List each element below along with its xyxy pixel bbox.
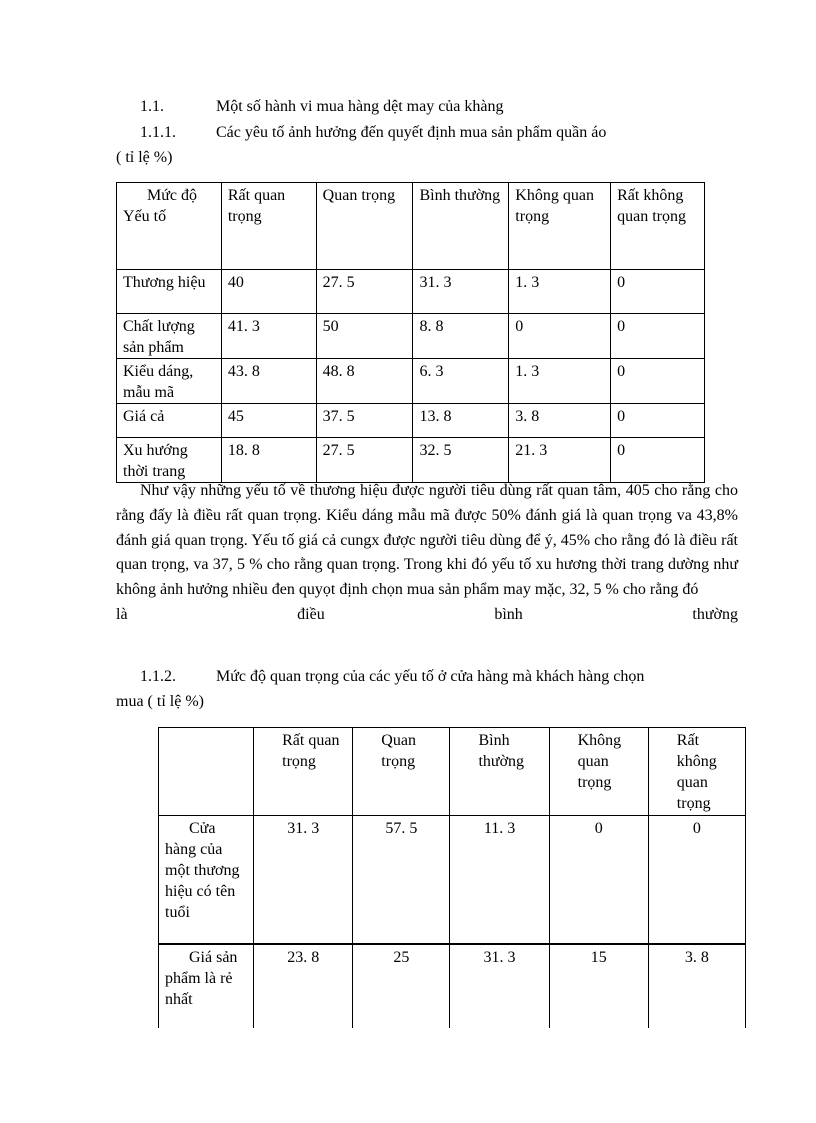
table-cell: 3. 8 <box>509 404 611 438</box>
column-header-text: Rất quan trọng <box>282 732 340 770</box>
table1-unit: ( tỉ lệ %) <box>116 149 173 166</box>
table-cell: 41. 3 <box>221 314 316 359</box>
column-header-text: Quan trọng <box>381 732 416 770</box>
table-row <box>159 816 746 944</box>
last-word: là <box>116 605 128 623</box>
column-header: Bình thường <box>413 183 509 270</box>
analysis-paragraph <box>116 479 738 628</box>
table-cell: 13. 8 <box>413 404 509 438</box>
section-1-1-title: Một số hành vi mua hàng dệt may của khàng <box>216 98 504 115</box>
column-header-text: Rất không quan trọng <box>676 732 717 812</box>
section-1-1-1-number: 1.1.1. <box>140 124 176 141</box>
table-cell: 25 <box>353 944 450 1028</box>
table-cell: 1. 3 <box>509 359 611 404</box>
table-cell: 0 <box>648 816 745 944</box>
table-cell: 18. 8 <box>221 438 316 483</box>
section-1-1-2-title-cont: mua ( tỉ lệ %) <box>116 693 204 710</box>
corner-bottom-label: Yếu tố <box>123 208 167 225</box>
table-row <box>117 270 705 314</box>
table-cell: 0 <box>549 816 648 944</box>
column-header <box>353 728 450 816</box>
section-1-1-1-title: Các yêu tố ảnh hưởng đến quyết định mua sản phẩm quần áo <box>216 124 607 141</box>
column-header-text: Bình thường <box>478 732 525 770</box>
table-cell: 31. 3 <box>450 944 549 1028</box>
table-cell: 23. 8 <box>254 944 353 1028</box>
table-cell: 27. 5 <box>316 438 413 483</box>
table-cell: 31. 3 <box>254 816 353 944</box>
last-word: điều <box>297 605 325 623</box>
table-row <box>117 438 705 483</box>
store-factors-table <box>158 727 746 1028</box>
table-cell: 3. 8 <box>648 944 745 1028</box>
table-cell: 43. 8 <box>221 359 316 404</box>
table-cell: 6. 3 <box>413 359 509 404</box>
table-cell: 1. 3 <box>509 270 611 314</box>
section-1-1-heading <box>140 96 504 118</box>
column-header <box>648 728 745 816</box>
table-cell: 0 <box>611 314 705 359</box>
table-cell: 0 <box>509 314 611 359</box>
corner-cell <box>117 183 222 270</box>
column-header: Quan trọng <box>316 183 413 270</box>
table-cell: 15 <box>549 944 648 1028</box>
factors-table <box>116 182 705 483</box>
table-cell: 37. 5 <box>316 404 413 438</box>
table-cell: 0 <box>611 438 705 483</box>
column-header: Rất quan trọng <box>221 183 316 270</box>
table-row <box>159 944 746 1028</box>
section-1-1-2-number: 1.1.2. <box>140 668 176 685</box>
corner-top-label: Mức độ <box>147 187 197 204</box>
table-cell: 31. 3 <box>413 270 509 314</box>
column-header: Không quan trọng <box>509 183 611 270</box>
table-cell: 27. 5 <box>316 270 413 314</box>
paragraph-last-line <box>116 603 738 628</box>
row-label: Kiểu dáng, mẫu mã <box>117 359 222 404</box>
last-word: bình <box>494 605 523 623</box>
last-word: thường <box>692 605 738 623</box>
table-header-row <box>159 728 746 816</box>
row-label: Giá sản phẩm là rẻ nhất <box>159 944 254 1028</box>
table-row <box>117 314 705 359</box>
section-1-1-number: 1.1. <box>140 98 164 115</box>
empty-corner-cell <box>159 728 254 816</box>
paragraph-body: Như vậy những yếu tố về thương hiệu được người tiêu dùng rất quan tâm, 405 cho rằng cho rằng đấy là điều rất quan trọng. Kiểu dáng mẫu mã được 50% đánh giá là quan trọng va 43,8% đánh giá quan trọng. Yếu tố giá cả cungx được người tiêu dùng để ý, 45% cho rằng đó là điều rất quan trọng, va 37, 5 % cho rằng quan trọng. Trong khi đó yếu tố xu hương thời trang dường như không ảnh hưởng nhiều đen quyọt định chọn mua sản phẩm may mặc, 32, 5 % cho rằng đó <box>116 482 738 599</box>
table-cell: 11. 3 <box>450 816 549 944</box>
table-row <box>117 404 705 438</box>
table-cell: 50 <box>316 314 413 359</box>
table-row <box>117 359 705 404</box>
row-label: Xu hướng thời trang <box>117 438 222 483</box>
column-header-text: Không quan trọng <box>577 732 622 791</box>
table-cell: 40 <box>221 270 316 314</box>
row-label: Thương hiệu <box>117 270 222 314</box>
table-cell: 48. 8 <box>316 359 413 404</box>
table-header-row <box>117 183 705 270</box>
column-header: Rất không quan trọng <box>611 183 705 270</box>
column-header <box>450 728 549 816</box>
column-header <box>254 728 353 816</box>
row-label: Cửa hàng của một thương hiệu có tên tuổi <box>159 816 254 944</box>
table-cell: 45 <box>221 404 316 438</box>
table-cell: 0 <box>611 404 705 438</box>
table-cell: 32. 5 <box>413 438 509 483</box>
column-header <box>549 728 648 816</box>
row-label: Giá cả <box>117 404 222 438</box>
table-cell: 0 <box>611 270 705 314</box>
section-1-1-2-title: Mức độ quan trọng của các yếu tố ở cửa hàng mà khách hàng chọn <box>216 668 645 685</box>
table-cell: 21. 3 <box>509 438 611 483</box>
table-cell: 57. 5 <box>353 816 450 944</box>
row-label: Chất lượng sản phẩm <box>117 314 222 359</box>
section-1-1-1-heading <box>140 122 606 144</box>
table-cell: 0 <box>611 359 705 404</box>
section-1-1-2-heading <box>140 666 644 688</box>
table-cell: 8. 8 <box>413 314 509 359</box>
